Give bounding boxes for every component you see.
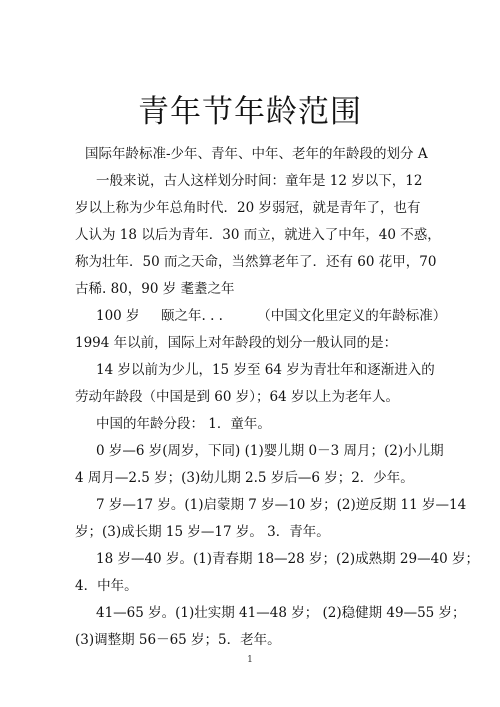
text-line: 岁以上称为少年总角时代．20 岁弱冠，就是青年了，也有: [75, 200, 421, 216]
text-line: 国际年龄标准-少年、青年、中年、老年的年龄段的划分 A: [85, 146, 428, 162]
text-line: 人认为 18 以后为青年．30 而立，就进入了中年，40 不惑，: [75, 227, 441, 243]
text-line: 中国的年龄分段： 1．童年。: [96, 416, 271, 432]
text-line: 4．中年。: [75, 578, 138, 594]
text-line: 18 岁—40 岁。(1)青春期 18—28 岁；(2)成熟期 29—40 岁；: [96, 551, 480, 567]
page-title: 青年节年龄范围: [138, 94, 362, 130]
page-number: 1: [247, 655, 253, 665]
text-line: 7 岁—17 岁。(1)启蒙期 7 岁—10 岁；(2)逆反期 11 岁—14: [96, 497, 467, 513]
text-line: 0 岁—6 岁(周岁，下同) (1)婴儿期 0－3 周月；(2)小儿期: [96, 443, 444, 459]
text-line: 一般来说，古人这样划分时间：童年是 12 岁以下，12: [96, 173, 423, 189]
body-text: [75, 141, 480, 654]
text-line: 古稀. 80，90 岁 耄耋之年: [75, 281, 235, 297]
text-line: 岁；(3)成长期 15 岁—17 岁。 3．青年。: [75, 524, 330, 540]
text-line: 41—65 岁。(1)壮实期 41—48 岁； (2)稳健期 49—55 岁；: [96, 605, 466, 621]
text-line: (3)调整期 56－65 岁；5．老年。: [75, 632, 281, 648]
text-line: 14 岁以前为少儿，15 岁至 64 岁为青壮年和逐渐进入的: [96, 362, 435, 378]
text-line: 100 岁 颐之年. . . （中国文化里定义的年龄标准）: [96, 308, 447, 324]
text-line: 劳动年龄段（中国是到 60 岁）；64 岁以上为老年人。: [75, 389, 399, 405]
text-line: 1994 年以前，国际上对年龄段的划分一般认同的是：: [75, 335, 398, 351]
text-line: 4 周月—2.5 岁；(3)幼儿期 2.5 岁后—6 岁；2．少年。: [75, 470, 414, 486]
text-line: 称为壮年．50 而之天命，当然算老年了．还有 60 花甲，70: [75, 254, 437, 270]
